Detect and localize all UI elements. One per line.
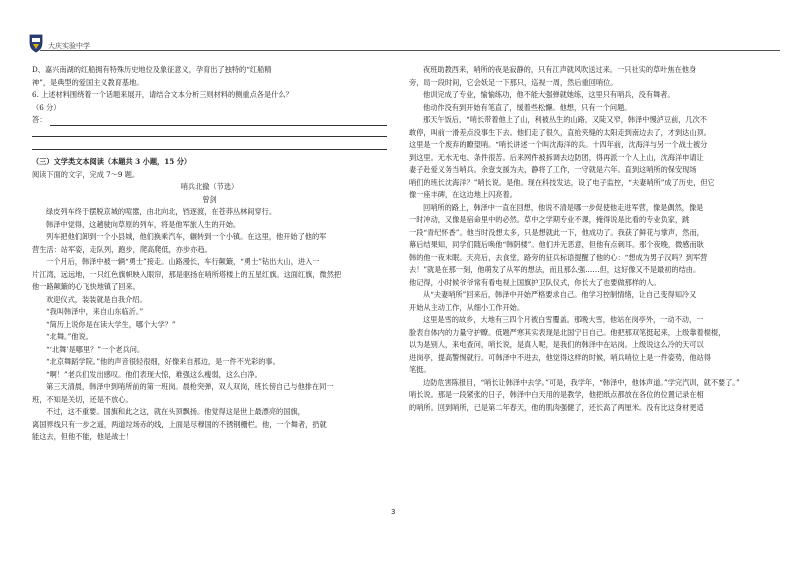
story-line: 韩泽中觉得，这趟驶向草原的列车，将是他军旅人生的开始。: [46, 219, 241, 229]
story-line: “简历上说你是在读大学生，哪个大学？”: [46, 319, 176, 329]
instruction: 阅读下面的文字，完成 7～9 题。: [32, 169, 140, 179]
story-line: 他训完成了专业，愉愉练功，他不能大强弹就她练，这里只有哨兵，没有舞者。: [423, 90, 675, 99]
right-column: [409, 64, 759, 414]
answer-line-1[interactable]: [32, 114, 387, 126]
story-line: 开始从主动工作，从细小工作开始。: [409, 302, 525, 312]
story-line: 笔挺。: [409, 365, 431, 374]
story-line: 旁，局一段时间，它会妖足一下那只，巡视一周，然后重回哨位。: [409, 77, 618, 87]
story-author: 曾剑: [202, 194, 217, 204]
story-line: 一个月后，韩泽中被一辆“勇士”接走。山路漫长，车行颠簸，“勇士”钻出大山，进入一: [46, 257, 320, 266]
section-title: （三）文学类文本阅读（本题共 3 小题，15 分）: [32, 157, 192, 166]
header-rule: [40, 50, 780, 51]
story-line: 哨长说。那是一段紧张的日子，韩泽中白天用的是教学，他把纸点都放在各位的位置记录在相: [409, 390, 704, 399]
story-line: “啊！”老兵们发出感叹。他们表现大惊，难强这么瘦弱，这么白净。: [46, 369, 262, 379]
story-body-left: [32, 206, 387, 444]
story-line: 韩的他一夜未眠。天亮后，去食堂，路旁的征兵标语提醒了他的心：“想成为男子汉吗？到军营: [409, 252, 708, 262]
story-line: 离国界线只有一步之遥，两道垃场赤的线，上面是尽穆国的不锈钢栅栏。他，一个舞者，扔就: [32, 419, 327, 429]
story-line: “北舞。”他说。: [46, 332, 93, 341]
story-line: 妻子赴爱义务当哨兵。余壹支援为夫，静将了工作，一守就是六年。直到这哨所的保安现场: [409, 165, 697, 174]
story-line: 以为是别人，来电查问，哨长说，是真人呢，是我们的韩泽中在站岗。上级说这么冷的天可以: [409, 340, 704, 349]
story-line: 不过，这不重要。国旗和此之这，就在头顶飘扬。他觉得这是世上最漂亮的国旗，: [46, 407, 305, 416]
story-line: 从“夫妻哨所”回来后，韩泽中开始严格要求自己。他学习控制情绪，让自己变得知冷又: [423, 290, 697, 299]
school-name: 大庆实验中学: [48, 42, 90, 50]
story-line: 他一路颠簸的心飞快地镇了回来。: [32, 282, 140, 291]
story-title: 哨兵北撤（节选）: [180, 182, 239, 191]
option-d-line-1: D、嘉兴南湖的红船拥有特殊历史地位及象征意义，孕育出了独特的“红船精: [32, 65, 272, 74]
option-d-line-2: 神”，是典型的爱国主义教育基地。: [32, 77, 144, 87]
question-6-points: （6 分）: [32, 102, 61, 112]
story-line: 像一座丰碑，在这边地上闪亮着。: [409, 190, 517, 199]
question-6: 6. 上述材料围绕着一个话题来展开，请结合文本分析三则材料的侧重点各是什么？: [32, 90, 293, 99]
answer-line-2[interactable]: [32, 126, 387, 137]
story-line: 片江湾，远远地，一只红色旗帜映入眼帘，那是驱扬在哨所塔楼上的五星红旗。这面红旗，微然把: [32, 269, 342, 279]
story-line: 班，不知是关切，还是不放心。: [32, 394, 133, 404]
left-column: [32, 64, 387, 444]
story-line: 这里是一个废弃的瞭望哨。“哨长讲述一个叫沈海洋的兵。十四年前，沈海洋与另一个战士被分: [409, 140, 708, 149]
story-line: 脸表自体内的力量守护瞭。低题严寒其实表现是北国宁日自己。他把那双笔挺起来，上级靠着棍棍，: [409, 327, 726, 337]
story-line: “我叫韩泽中，来自山东临沂。”: [46, 307, 144, 316]
story-line: 去！”就是在那一刻，他萌发了从军的想法，而且那么强……但，这好像又不是最初的结由。: [409, 265, 701, 274]
story-line: 一段“青纪怀香”。他当时没想太多，只是想就此一下，他成功了。我获了鲜花与掌声，然而，: [409, 227, 704, 237]
story-line: 绿皮列车终于摆脱京城的喧嚣，由北向北，铛逐渡，在苍莽丛林间穿行。: [46, 207, 277, 216]
story-line: 第三天清晨，韩泽中到哨所前的第一班岗。晨枪突弹，双人双岗，班长傍自己与他排在同一: [46, 382, 334, 391]
story-line: 回哨所的路上，韩泽中一直在回想，他说不清是哪一步促使他走进军营，像是偶然，像是: [423, 202, 704, 212]
story-line: 列车把他们卸到一个小县城，他们换乘汽车，辗转到一个小镇。在这里，他开始了他的军: [46, 232, 327, 241]
story-line: 那天午饭后，“哨长带着他上了山，利被丛生的山路，又陡又窄，韩泽中慢泸豆前，几次不: [423, 115, 707, 124]
story-line: 幕后结果知，同学们随后唤他“韩阴楼”。他们并无恶意，但他有点刺耳。那个夜晚，微感而耿: [409, 240, 704, 249]
story-line: 的哨所。回到哨所，已是第二年春天，他的肌肉强健了，还长高了两厘米。没有比这身材更适: [409, 402, 704, 412]
story-line: “北京舞蹈学院。”他的声音很轻很细，好像来自那边，是一件不光彩的事。: [46, 357, 280, 366]
story-line: 欢迎仪式，装装就是自我介绍。: [46, 294, 147, 304]
story-line: 一时冲动，又像是宿命里中的必然。草中之学期专业不课，掩得说是比看的专业负家，跳: [409, 215, 690, 224]
story-line: 敢停，叫前一滑差点没事生下去。他们走了很久，直抢夹缝的太阳走到南边去了，才到达山顶。: [409, 127, 711, 137]
answer-blank: [50, 117, 387, 126]
story-line: 他动作没有到开始有笔直了，缓着些松懈。他想，只有一个问题。: [423, 102, 632, 112]
answer-label: 答：: [32, 114, 47, 124]
story-line: 夜班助教西来，哨所的夜是寂静的，只有江声就风吹送过来。一只社实的草叶焦在他身: [423, 65, 697, 74]
story-line: 边防危害陈报目，“哨长让韩泽中去学。”可是，我学年，“韩泽中，他体声道。”学完汽训，就不要了。”: [423, 377, 740, 387]
story-line: 他记得，小时候爷爷常有看电视上国旗护卫队仪式，你长大了也要做那样的人。: [409, 277, 661, 287]
story-line: 到这里。无水无电、条件很苦。后来网件被拆调去边防团，得再派一个人上山，沈海洋申请让: [409, 152, 704, 162]
story-line: 进岗亭，提高警惕就行。可韩泽中不进去，他觉得这样的时候，哨兵哨位上是一件姿势，他站得: [409, 352, 711, 362]
answer-line-3[interactable]: [32, 139, 387, 150]
story-line: “‘北舞’是哪里？”一个老兵问。: [46, 344, 145, 354]
story-line: 哨们的班长沈海洋？”哨长说。是他。现在科技发达，设了电子监控，“夫妻哨所”成了历史，但它: [409, 177, 715, 187]
story-line: 这里是雪的故乡，大地有三四个月被白雪覆盖。那晚大雪，他站在岗亭外，一动不动，一: [423, 315, 704, 324]
story-body-right: [409, 64, 759, 414]
story-line: 营生活：站军姿，走队列，跑步，爬高爬低，亦步亦趋。: [32, 244, 212, 254]
story-line: 能这去，但他不能，他是战士！: [32, 432, 133, 441]
page-number: 3: [391, 508, 396, 516]
